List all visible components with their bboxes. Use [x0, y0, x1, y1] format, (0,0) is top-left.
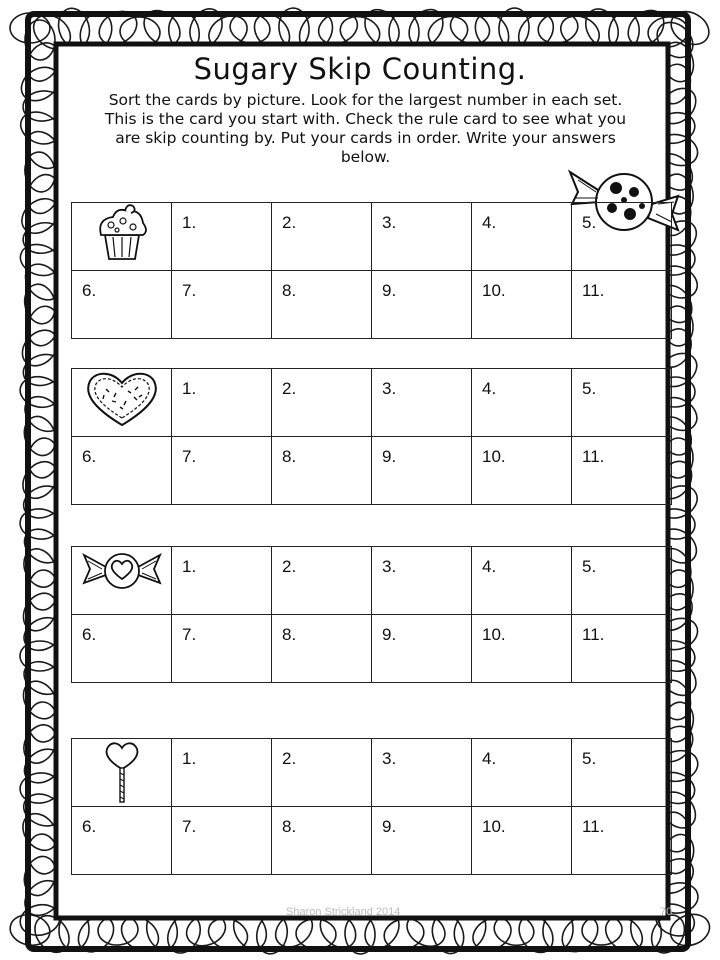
- cell-label: 5.: [582, 557, 597, 576]
- cell-label: 3.: [382, 749, 397, 768]
- answer-cell[interactable]: [272, 739, 372, 807]
- cell-label: 4.: [482, 213, 497, 232]
- footer-credit: Sharon Strickland 2014: [286, 906, 401, 918]
- answer-cell[interactable]: [272, 437, 372, 505]
- cell-label: 8.: [282, 625, 297, 644]
- answer-grid-lollipop: [71, 738, 672, 875]
- cell-label: 3.: [382, 557, 397, 576]
- answer-cell[interactable]: [572, 437, 672, 505]
- answer-cell[interactable]: [172, 369, 272, 437]
- border-loop: [295, 918, 337, 951]
- answer-cell[interactable]: [572, 807, 672, 875]
- footer-page-number: 70: [660, 906, 673, 918]
- answer-cell[interactable]: [572, 739, 672, 807]
- cell-label: 5.: [582, 213, 597, 232]
- answer-cell[interactable]: [472, 437, 572, 505]
- cell-label: 4.: [482, 557, 497, 576]
- cell-label: 3.: [382, 213, 397, 232]
- cell-label: 11.: [582, 281, 605, 300]
- cell-label: 6.: [82, 817, 97, 836]
- cell-label: 8.: [282, 281, 297, 300]
- answer-cell[interactable]: [272, 807, 372, 875]
- cell-label: 7.: [182, 281, 197, 300]
- cell-label: 7.: [182, 447, 197, 466]
- cupcake-icon: [87, 203, 157, 261]
- answer-cell[interactable]: [172, 807, 272, 875]
- cell-label: 10.: [482, 625, 506, 644]
- answer-cell[interactable]: [72, 615, 172, 683]
- answer-cell[interactable]: [72, 271, 172, 339]
- answer-cell[interactable]: [72, 807, 172, 875]
- answer-cell[interactable]: [272, 271, 372, 339]
- answer-cell[interactable]: [472, 203, 572, 271]
- cell-label: 9.: [382, 817, 397, 836]
- cell-label: 7.: [182, 625, 197, 644]
- answer-cell[interactable]: [272, 615, 372, 683]
- answer-cell[interactable]: [172, 547, 272, 615]
- answer-grid-cupcake: [71, 202, 672, 339]
- heart-cookie-icon: [82, 369, 162, 429]
- cell-label: 2.: [282, 749, 297, 768]
- answer-grid-heart-cookie: [71, 368, 672, 505]
- picture-cell: [72, 369, 172, 437]
- answer-cell[interactable]: [372, 271, 472, 339]
- answer-cell[interactable]: [372, 547, 472, 615]
- cell-label: 3.: [382, 379, 397, 398]
- cell-label: 1.: [182, 749, 197, 768]
- picture-cell: [72, 203, 172, 271]
- answer-grid-wrapped-candy: [71, 546, 672, 683]
- cell-label: 10.: [482, 447, 506, 466]
- cell-label: 1.: [182, 557, 197, 576]
- answer-cell[interactable]: [472, 615, 572, 683]
- answer-cell[interactable]: [372, 739, 472, 807]
- answer-cell[interactable]: [172, 739, 272, 807]
- answer-cell[interactable]: [472, 739, 572, 807]
- cell-label: 11.: [582, 447, 605, 466]
- picture-cell: [72, 739, 172, 807]
- cell-label: 9.: [382, 625, 397, 644]
- cell-label: 2.: [282, 557, 297, 576]
- answer-cell[interactable]: [72, 437, 172, 505]
- cell-label: 6.: [82, 447, 97, 466]
- answer-cell[interactable]: [372, 437, 472, 505]
- cell-label: 10.: [482, 281, 506, 300]
- cell-label: 11.: [582, 625, 605, 644]
- cell-label: 8.: [282, 447, 297, 466]
- answer-cell[interactable]: [472, 271, 572, 339]
- cell-label: 2.: [282, 213, 297, 232]
- answer-cell[interactable]: [272, 369, 372, 437]
- instructions-text: Sort the cards by picture. Look for the largest number in each set. This is the card you start with. Check the rule card to see what you are skip counting by. Put your cards in order. Write your answers below.: [104, 91, 627, 166]
- answer-cell[interactable]: [372, 615, 472, 683]
- cell-label: 9.: [382, 447, 397, 466]
- answer-cell[interactable]: [472, 547, 572, 615]
- cell-label: 10.: [482, 817, 506, 836]
- answer-cell[interactable]: [472, 369, 572, 437]
- page-title: Sugary Skip Counting.: [193, 52, 527, 86]
- answer-cell[interactable]: [172, 437, 272, 505]
- cell-label: 11.: [582, 817, 605, 836]
- answer-cell[interactable]: [172, 615, 272, 683]
- answer-cell[interactable]: [472, 807, 572, 875]
- cell-label: 8.: [282, 817, 297, 836]
- answer-cell[interactable]: [272, 547, 372, 615]
- answer-cell[interactable]: [572, 547, 672, 615]
- lollipop-icon: [102, 739, 142, 803]
- cell-label: 4.: [482, 749, 497, 768]
- cell-label: 6.: [82, 625, 97, 644]
- cell-label: 6.: [82, 281, 97, 300]
- wrapped-candy-icon: [80, 547, 164, 591]
- answer-cell[interactable]: [172, 271, 272, 339]
- answer-cell[interactable]: [572, 615, 672, 683]
- answer-cell[interactable]: [372, 203, 472, 271]
- answer-cell[interactable]: [572, 203, 672, 271]
- picture-cell: [72, 547, 172, 615]
- answer-cell[interactable]: [572, 271, 672, 339]
- cell-label: 5.: [582, 749, 597, 768]
- cell-label: 9.: [382, 281, 397, 300]
- answer-cell[interactable]: [572, 369, 672, 437]
- cell-label: 7.: [182, 817, 197, 836]
- cell-label: 2.: [282, 379, 297, 398]
- answer-cell[interactable]: [372, 807, 472, 875]
- cell-label: 1.: [182, 213, 197, 232]
- cell-label: 1.: [182, 379, 197, 398]
- cell-label: 4.: [482, 379, 497, 398]
- answer-cell[interactable]: [372, 369, 472, 437]
- answer-cell[interactable]: [172, 203, 272, 271]
- cell-label: 5.: [582, 379, 597, 398]
- answer-cell[interactable]: [272, 203, 372, 271]
